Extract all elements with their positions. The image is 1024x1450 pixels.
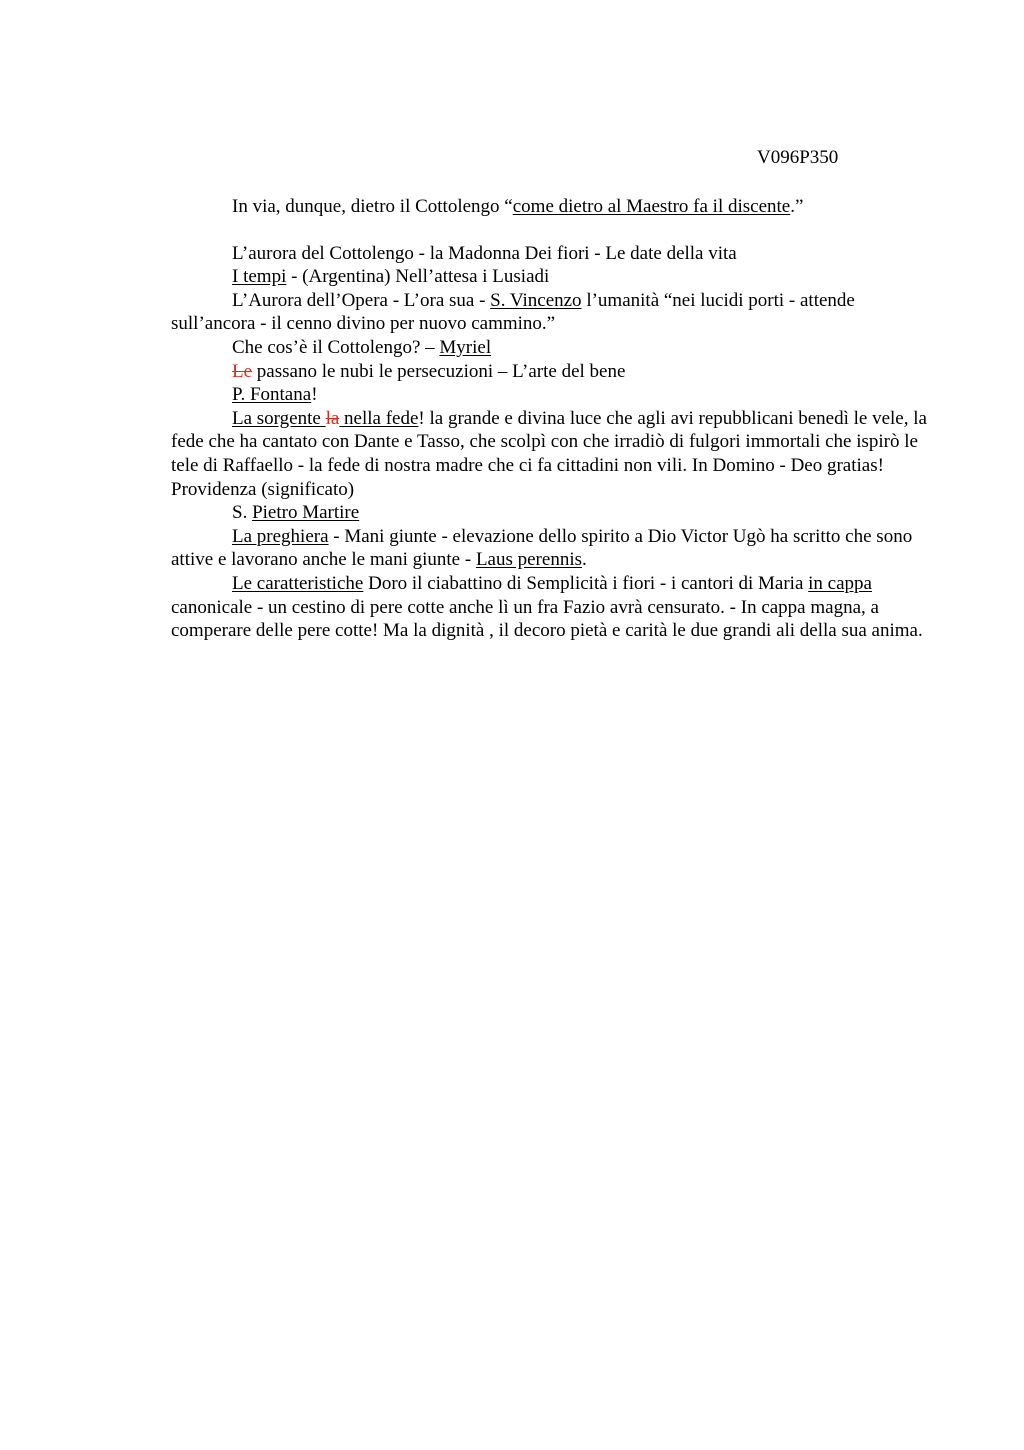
text-run: passano le nubi le persecuzioni – L’arte del bene — [252, 360, 626, 382]
deleted-text: la — [325, 407, 340, 429]
paragraph-4 — [171, 289, 931, 336]
underlined-text: nella fede — [339, 407, 419, 429]
underlined-text: Pietro Martire — [252, 502, 360, 524]
underlined-text: S. Vincenzo — [490, 289, 582, 311]
underlined-text: I tempi — [232, 266, 287, 288]
underlined-text: P. Fontana — [232, 384, 312, 406]
paragraph-5 — [171, 336, 931, 360]
underlined-text: La sorgente — [232, 407, 326, 429]
page-identifier: V096P350 — [757, 147, 839, 168]
text-run: Doro il ciabattino di Semplicità i fiori - i cantori di Maria — [363, 572, 809, 594]
document-body — [171, 195, 931, 643]
paragraph-6 — [171, 360, 931, 384]
underlined-text: Laus perennis — [475, 549, 582, 571]
text-run: canonicale - un cestino di pere cotte anche lì un fra Fazio avrà censurato. - In cappa magna, a comperare delle pere cotte! Ma la dignità , il decoro pietà e carità le due grandi ali della sua anima. — [171, 596, 923, 642]
paragraph-2: L’aurora del Cottolengo - la Madonna Dei fiori - Le date della vita — [232, 242, 737, 264]
underlined-text: in cappa — [808, 572, 872, 594]
text-run: ! — [311, 384, 318, 406]
paragraph-8 — [171, 407, 931, 501]
text-run: - (Argentina) Nell’attesa i Lusiadi — [286, 266, 550, 288]
underlined-text: come dietro al Maestro fa il discente — [512, 196, 791, 217]
text-run: .” — [790, 196, 804, 217]
text-run: Che cos’è il Cottolengo? – — [232, 336, 440, 358]
underlined-text: La preghiera — [232, 525, 329, 547]
paragraph-9 — [171, 501, 931, 525]
deleted-text: Le — [232, 360, 253, 382]
text-run: ! la grande e divina luce che agli avi repubblicani benedì le vele, la fede che ha cantato con Dante e Tasso, che scolpì con che irradiò di fulgori immortali che ispirò le tele di Raffaello - la fede di nostra madre che ci fa cittadini non vili. In Domino - Deo gratias! Providenza (significato) — [171, 407, 927, 500]
paragraph-3 — [171, 265, 931, 289]
text-run: - Mani giunte - elevazione dello spirito a Dio Victor Ugò ha scritto che sono attive e lavorano anche le mani giunte - — [171, 525, 913, 571]
underlined-text: Myriel — [439, 336, 492, 358]
paragraph-spacer — [171, 219, 931, 242]
text-run: L’Aurora dell’Opera - L’ora sua - — [232, 289, 491, 311]
paragraph-7 — [171, 383, 931, 407]
paragraph-10 — [171, 525, 931, 572]
text-run: S. — [232, 502, 253, 524]
paragraph-11 — [171, 572, 931, 643]
underlined-text: Le caratteristiche — [232, 572, 364, 594]
text-run: In via, dunque, dietro il Cottolengo “ — [232, 196, 513, 217]
text-run: l’umanità “nei lucidi porti - attende sull’ancora - il cenno divino per nuovo cammino.” — [171, 289, 855, 335]
text-run: . — [582, 549, 587, 571]
paragraph-1 — [171, 195, 931, 219]
